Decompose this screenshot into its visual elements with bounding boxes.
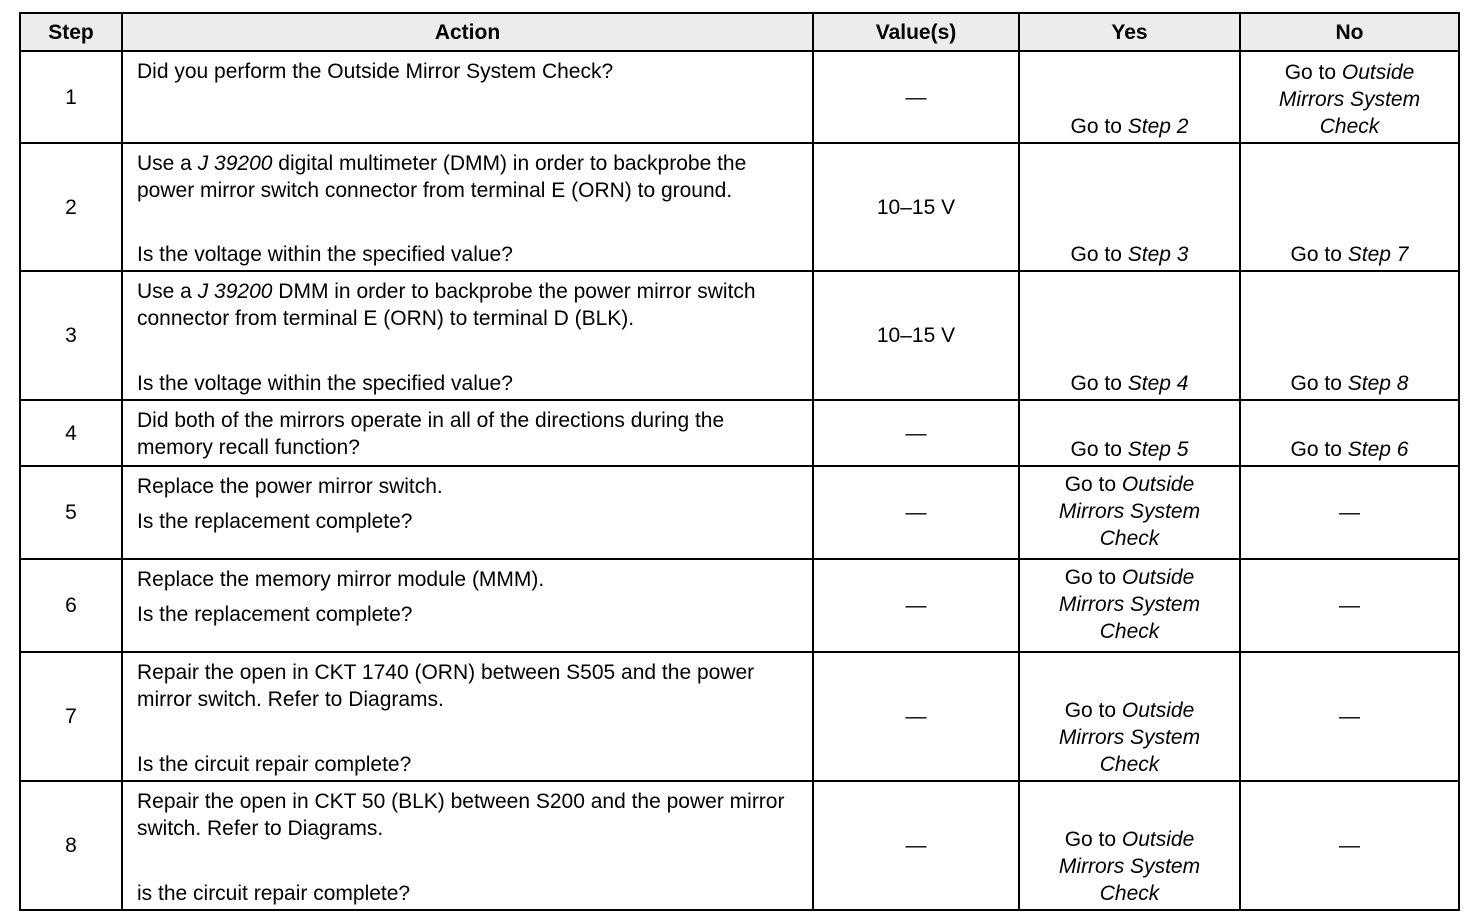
action-text: Repair the open in CKT 50 (BLK) between S200 and the power mirror switch. Refer to Diagrams. <box>137 790 785 840</box>
action-pre: Use a <box>137 152 192 175</box>
no-cell: — <box>1240 559 1459 652</box>
question-text: Is the replacement complete? <box>137 603 413 626</box>
yes-prefix: Go to <box>1064 566 1117 589</box>
yes-prefix: Go to <box>1070 438 1122 461</box>
yes-cell <box>1019 559 1240 652</box>
no-cell <box>1240 271 1459 400</box>
tool-name: J 39200 <box>197 280 273 303</box>
action-cell <box>122 652 813 781</box>
yes-cell <box>1019 51 1240 143</box>
value-cell: — <box>813 466 1019 559</box>
no-link: Step 7 <box>1347 243 1409 266</box>
value-cell: — <box>813 652 1019 781</box>
value-cell: 10–15 V <box>813 271 1019 400</box>
yes-prefix: Go to <box>1064 828 1117 851</box>
step-number: 8 <box>20 781 122 910</box>
tool-name: J 39200 <box>197 152 273 175</box>
yes-cell <box>1019 466 1240 559</box>
header-step: Step <box>20 13 122 51</box>
action-cell <box>122 466 813 559</box>
action-text: Replace the memory mirror module (MMM). <box>137 568 545 591</box>
action-text: Replace the power mirror switch. <box>137 475 443 498</box>
question-text: Is the circuit repair complete? <box>137 753 412 776</box>
header-row <box>20 13 1459 51</box>
diagnostic-table <box>19 12 1460 911</box>
action-text: Did both of the mirrors operate in all of the directions during the memory recall function? <box>137 409 725 459</box>
table-row <box>20 559 1459 652</box>
step-number: 1 <box>20 51 122 143</box>
table-row <box>20 400 1459 466</box>
action-text: Repair the open in CKT 1740 (ORN) between S505 and the power mirror switch. Refer to Diagrams. <box>137 661 755 711</box>
header-yes: Yes <box>1019 13 1240 51</box>
action-cell <box>122 51 813 143</box>
step-number: 7 <box>20 652 122 781</box>
step-number: 5 <box>20 466 122 559</box>
action-cell <box>122 781 813 910</box>
yes-link: Outside Mirrors System Check <box>1058 699 1201 776</box>
yes-link: Outside Mirrors System Check <box>1058 473 1201 550</box>
no-cell <box>1240 143 1459 271</box>
yes-cell <box>1019 143 1240 271</box>
action-cell <box>122 143 813 271</box>
step-number: 4 <box>20 400 122 466</box>
question-text: is the circuit repair complete? <box>137 882 411 905</box>
table-row <box>20 466 1459 559</box>
action-rest: digital multimeter (DMM) in order to backprobe the power mirror switch connector from terminal E (ORN) to ground. <box>137 152 747 202</box>
table-row <box>20 652 1459 781</box>
diagnostic-table-container <box>19 12 1458 907</box>
header-action: Action <box>122 13 813 51</box>
yes-prefix: Go to <box>1064 473 1117 496</box>
step-number: 3 <box>20 271 122 400</box>
action-text <box>137 278 802 332</box>
no-cell <box>1240 51 1459 143</box>
action-cell <box>122 271 813 400</box>
yes-prefix: Go to <box>1064 699 1117 722</box>
yes-link: Step 4 <box>1127 372 1189 395</box>
yes-cell <box>1019 271 1240 400</box>
action-pre: Use a <box>137 280 192 303</box>
value-cell: — <box>813 400 1019 466</box>
action-text: Did you perform the Outside Mirror System Check? <box>137 60 614 83</box>
table-row <box>20 271 1459 400</box>
step-number: 6 <box>20 559 122 652</box>
question-text: Is the voltage within the specified value? <box>137 372 513 395</box>
yes-link: Step 3 <box>1127 243 1189 266</box>
yes-cell <box>1019 400 1240 466</box>
no-cell: — <box>1240 652 1459 781</box>
no-cell <box>1240 400 1459 466</box>
header-no: No <box>1240 13 1459 51</box>
action-text <box>137 150 802 204</box>
header-values: Value(s) <box>813 13 1019 51</box>
no-prefix: Go to <box>1290 243 1342 266</box>
value-cell: — <box>813 781 1019 910</box>
action-rest: DMM in order to backprobe the power mirror switch connector from terminal E (ORN) to terminal D (BLK). <box>137 280 756 330</box>
yes-link: Step 5 <box>1127 438 1189 461</box>
yes-link: Outside Mirrors System Check <box>1058 828 1201 905</box>
value-cell: — <box>813 559 1019 652</box>
no-prefix: Go to <box>1290 372 1342 395</box>
step-number: 2 <box>20 143 122 271</box>
no-link: Step 6 <box>1347 438 1409 461</box>
action-cell <box>122 559 813 652</box>
question-text: Is the voltage within the specified value? <box>137 243 513 266</box>
table-row <box>20 781 1459 910</box>
table-row <box>20 51 1459 143</box>
action-cell <box>122 400 813 466</box>
no-link: Outside Mirrors System Check <box>1278 61 1421 138</box>
no-cell: — <box>1240 466 1459 559</box>
table-row <box>20 143 1459 271</box>
yes-cell <box>1019 781 1240 910</box>
question-text: Is the replacement complete? <box>137 510 413 533</box>
yes-cell <box>1019 652 1240 781</box>
yes-prefix: Go to <box>1070 372 1122 395</box>
yes-link: Outside Mirrors System Check <box>1058 566 1201 643</box>
value-cell: — <box>813 51 1019 143</box>
yes-link: Step 2 <box>1127 115 1189 138</box>
yes-prefix: Go to <box>1070 243 1122 266</box>
no-link: Step 8 <box>1347 372 1409 395</box>
no-prefix: Go to <box>1284 61 1337 84</box>
yes-prefix: Go to <box>1070 115 1122 138</box>
no-cell: — <box>1240 781 1459 910</box>
value-cell: 10–15 V <box>813 143 1019 271</box>
no-prefix: Go to <box>1290 438 1342 461</box>
